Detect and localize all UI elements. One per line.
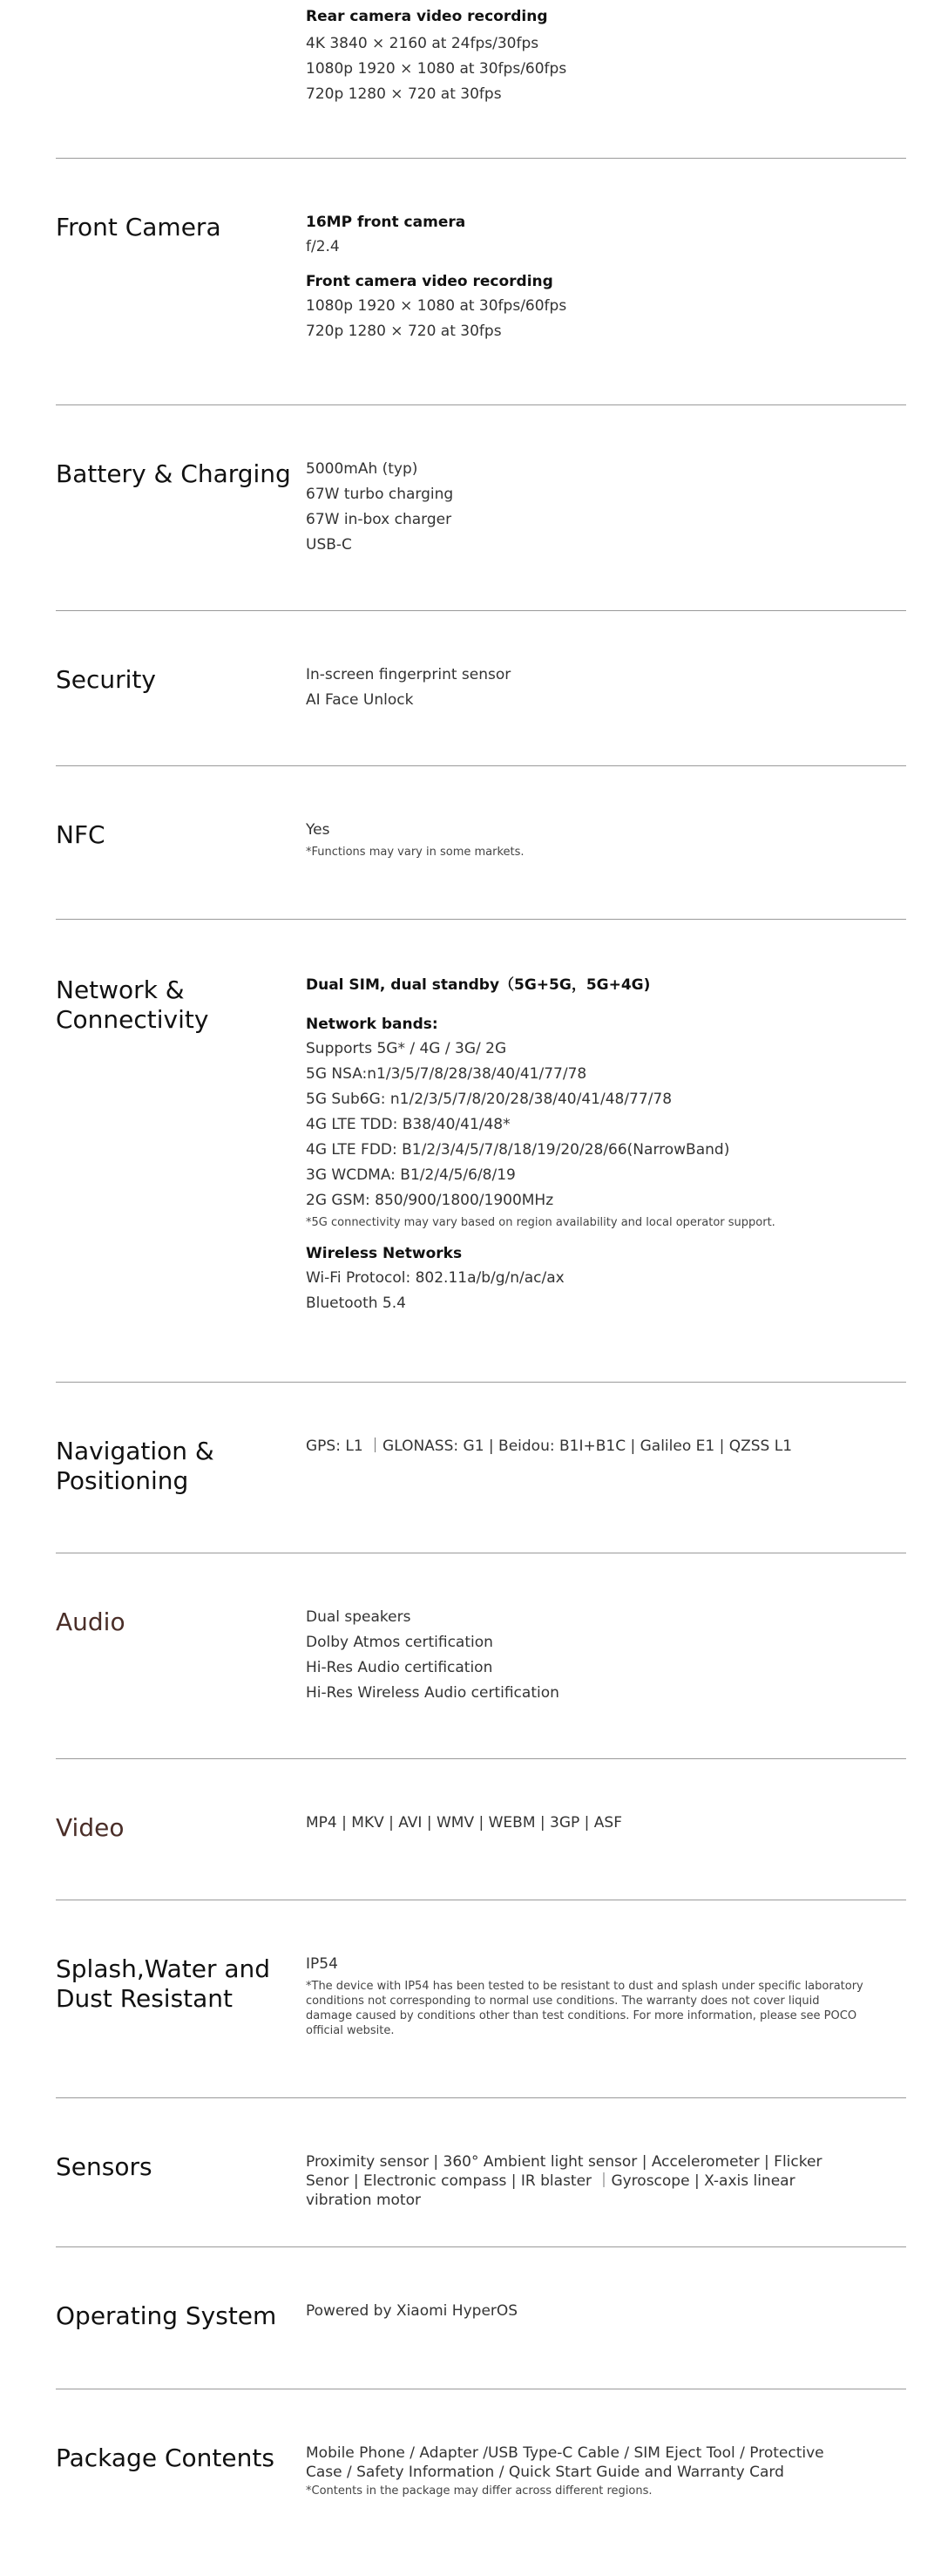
wireless-heading: Wireless Networks [306, 1245, 463, 1262]
network-band-line: 4G LTE TDD: B38/40/41/48* [306, 1116, 511, 1133]
os-value: Powered by Xiaomi HyperOS [306, 2302, 518, 2320]
splash-value: IP54 [306, 1955, 338, 1973]
network-content [306, 975, 881, 1316]
network-band-line: 5G Sub6G: n1/2/3/5/7/8/20/28/38/40/41/48/77/78 [306, 1091, 673, 1108]
nfc-value: Yes [306, 821, 330, 839]
front-camera-aperture: f/2.4 [306, 238, 340, 255]
front-camera-content [306, 213, 881, 344]
divider [56, 765, 906, 766]
network-band-line: Supports 5G* / 4G / 3G/ 2G [306, 1040, 507, 1057]
section-title-battery: Battery & Charging [56, 459, 291, 488]
sensors-value: Proximity sensor | 360° Ambient light sensor | Accelerometer | Flicker Senor | Electronic compass | IR blaster ｜Gyroscope | X-axis linear vibration motor [306, 2153, 823, 2209]
section-title-navigation: Navigation & Positioning [56, 1437, 214, 1495]
network-note: *5G connectivity may vary based on region availability and local operator support. [306, 1216, 775, 1229]
network-bands-heading: Network bands: [306, 1016, 438, 1033]
wireless-line: Wi-Fi Protocol: 802.11a/b/g/n/ac/ax [306, 1269, 565, 1287]
audio-line: Dual speakers [306, 1608, 411, 1626]
front-video-heading: Front camera video recording [306, 273, 553, 290]
section-title-splash: Splash,Water and Dust Resistant [56, 1954, 271, 2013]
rear-video-content [306, 7, 881, 107]
network-band-line: 3G WCDMA: B1/2/4/5/6/8/19 [306, 1166, 516, 1184]
audio-line: Dolby Atmos certification [306, 1634, 493, 1651]
video-formats: MP4 | MKV | AVI | WMV | WEBM | 3GP | ASF [306, 1814, 623, 1832]
navigation-value: GPS: L1 ｜GLONASS: G1 | Beidou: B1I+B1C | Galileo E1 | QZSS L1 [306, 1438, 793, 1455]
rear-video-heading: Rear camera video recording [306, 8, 548, 25]
navigation-content [306, 1434, 881, 1459]
security-content [306, 663, 881, 713]
splash-content [306, 1952, 881, 2038]
security-line: In-screen fingerprint sensor [306, 666, 511, 683]
divider [56, 1382, 906, 1383]
battery-line: 67W turbo charging [306, 486, 454, 503]
front-camera-heading: 16MP front camera [306, 214, 466, 231]
section-title-os: Operating System [56, 2301, 277, 2330]
network-band-line: 5G NSA:n1/3/5/7/8/28/38/40/41/77/78 [306, 1065, 587, 1083]
section-title-front-camera: Front Camera [56, 213, 221, 241]
package-content [306, 2443, 863, 2498]
section-title-audio: Audio [56, 1607, 125, 1636]
battery-content [306, 457, 881, 558]
battery-line: USB-C [306, 536, 352, 554]
divider [56, 404, 906, 405]
nfc-content [306, 818, 881, 860]
battery-line: 5000mAh (typ) [306, 460, 418, 478]
divider [56, 919, 906, 920]
sensors-content [306, 2152, 846, 2210]
divider [56, 2097, 906, 2098]
section-title-package: Package Contents [56, 2443, 274, 2472]
security-line: AI Face Unlock [306, 691, 414, 709]
section-title-network: Network & Connectivity [56, 975, 209, 1034]
audio-line: Hi-Res Wireless Audio certification [306, 1684, 559, 1702]
battery-line: 67W in-box charger [306, 511, 452, 528]
audio-line: Hi-Res Audio certification [306, 1659, 493, 1676]
front-video-line: 1080p 1920 × 1080 at 30fps/60fps [306, 297, 567, 315]
rear-video-line: 1080p 1920 × 1080 at 30fps/60fps [306, 60, 567, 78]
network-sim: Dual SIM, dual standby（5G+5G，5G+4G) [306, 976, 651, 994]
audio-content [306, 1605, 881, 1706]
wireless-line: Bluetooth 5.4 [306, 1295, 406, 1312]
section-title-video: Video [56, 1813, 125, 1842]
front-video-line: 720p 1280 × 720 at 30fps [306, 323, 502, 340]
package-note: *Contents in the package may differ across different regions. [306, 2484, 653, 2498]
nfc-note: *Functions may vary in some markets. [306, 846, 525, 859]
divider [56, 158, 906, 159]
rear-video-line: 720p 1280 × 720 at 30fps [306, 85, 502, 103]
network-band-line: 4G LTE FDD: B1/2/3/4/5/7/8/18/19/20/28/66(NarrowBand) [306, 1141, 730, 1159]
splash-note: *The device with IP54 has been tested to be resistant to dust and splash under specific laboratory conditions not corresponding to normal use conditions. The warranty does not cover liquid damage caused by conditions other than test conditions. For more information, please see POCO official website. [306, 1980, 863, 2037]
rear-video-line: 4K 3840 × 2160 at 24fps/30fps [306, 35, 539, 52]
section-title-nfc: NFC [56, 820, 105, 849]
divider [56, 610, 906, 611]
video-content [306, 1811, 881, 1836]
divider [56, 2246, 906, 2247]
package-value: Mobile Phone / Adapter /USB Type-C Cable / SIM Eject Tool / Protective Case / Safety Information / Quick Start Guide and Warranty Card [306, 2444, 824, 2481]
section-title-security: Security [56, 665, 156, 694]
network-band-line: 2G GSM: 850/900/1800/1900MHz [306, 1192, 554, 1209]
section-title-sensors: Sensors [56, 2152, 152, 2181]
os-content [306, 2299, 881, 2324]
divider [56, 1758, 906, 1759]
